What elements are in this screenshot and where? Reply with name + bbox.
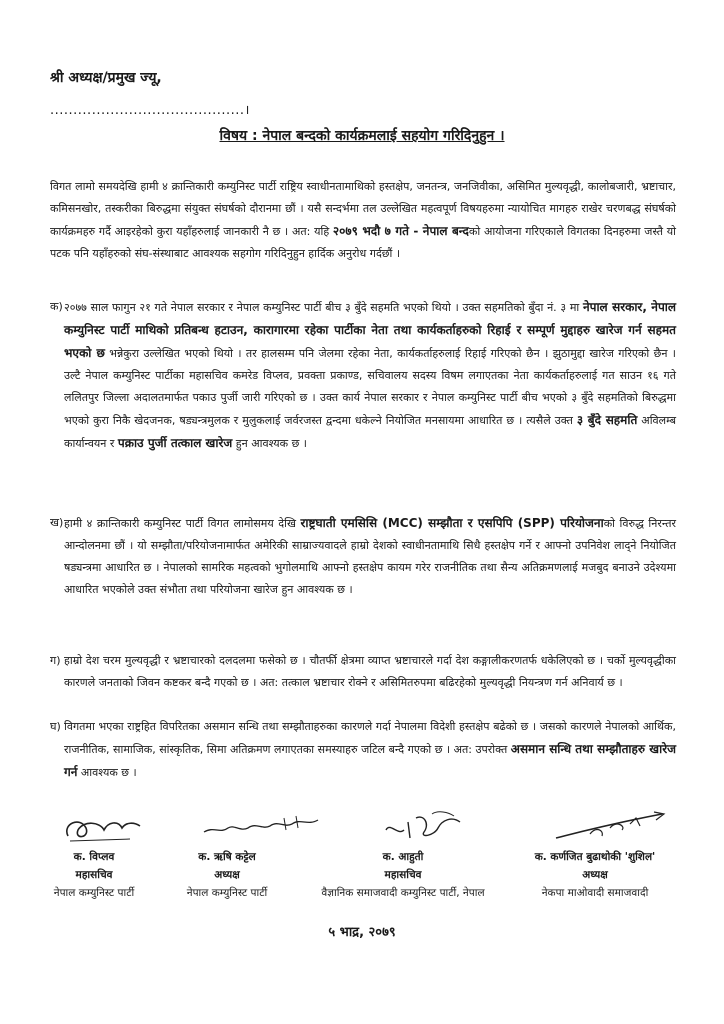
signatory-name: क. कर्णजित बुढाथोकी 'शुशिल' [534, 851, 656, 863]
point-marker: ग) [50, 654, 61, 667]
signatory-title: महासचिव [75, 869, 113, 881]
point-marker: क) [50, 300, 63, 313]
signatory-title: अध्यक्ष [582, 869, 608, 881]
signature-mark-1 [60, 808, 150, 848]
intro-text-2: को आयोजना गरिएकाले विगतका दिनहरुमा जस्तै यो पटक पनि यहाँहरुको संघ-संस्थाबाट आवश्यक सहगोग गरिदिनुहुन हार्दिक अनुरोध गर्दछौं । [50, 225, 676, 260]
point-text: हुन आवश्यक छ । [232, 437, 307, 450]
point-text: को विरुद्ध निरन्तर आन्दोलनमा छौं । यो सम्झौता/परियोजनामार्फत अमेरिकी साम्राज्यवादले हाम्रो देशको स्वाधीनतामाथि सिधै हस्तक्षेप गर्ने र आफ्नो उपनिवेश लाद्ने नियोजित षड्यन्त्रमा आधारित छ । नेपालको सामरिक महत्वको भुगोलमाथि आफ्नो हस्तक्षेप कायम गरेर राजनीतिक तथा सैन्य अतिक्रमणलाई मजबुद बनाउने उदेश्यमा आधारित भएकोले उक्त संभौता तथा परियोजना खारेज हुन आवश्यक छ । [64, 517, 676, 596]
point-ka [50, 296, 676, 455]
signatory-3 [308, 848, 498, 902]
signatory-name: क. ऋषि कट्टेल [198, 851, 256, 863]
point-text: आवश्यक छ । [77, 766, 137, 779]
point-bold-text: राष्ट्रघाती एमसिसि (MCC) सम्झौता र एसपिपि (SPP) परियोजना [300, 516, 604, 530]
point-text: हामी ४ क्रान्तिकारी कम्युनिस्ट पार्टी विगत लामोसमय देखि [64, 517, 301, 530]
salutation: श्री अध्यक्ष/प्रमुख ज्यू, [50, 70, 162, 86]
intro-paragraph [50, 176, 676, 265]
signatory-1 [44, 848, 144, 902]
point-content [64, 512, 676, 601]
signatory-2 [162, 848, 292, 902]
point-kha [50, 512, 676, 601]
point-bold-text: नेपाल सरकार, नेपाल कम्युनिस्ट पार्टी माथिको प्रतिबन्ध हटाउन, कारागारमा रहेका पार्टीका नेता तथा कार्यकर्ताहरुको रिहाई र सम्पूर्ण मुद्दाहरु खारेज गर्न सहमत भएको छ [64, 300, 677, 360]
subject-line [0, 126, 724, 145]
signatory-title: महासचिव [384, 869, 422, 881]
point-content [64, 716, 676, 784]
intro-bold-date: २०७९ भदौ ७ गते - नेपाल बन्द [332, 224, 469, 238]
point-text: विगतमा भएका राष्ट्रहित विपरितका असमान सन्धि तथा सम्झौताहरुका कारणले गर्दा नेपालमा विदेशी हस्तक्षेप बढेको छ । जसको कारणले नेपालको आर्थिक, राजनीतिक, सामाजिक, सांस्कृतिक, सिमा अतिक्रमण लगाएतका समस्याहरु जटिल बन्दै गएको छ । अत: उपरोक्त [64, 720, 676, 756]
letter-date: ५ भाद्र, २०७९ [328, 925, 396, 940]
subject-text: विषय : नेपाल बन्दको कार्यक्रमलाई सहयोग गरिदिनुहुन । [219, 128, 505, 144]
signatory-party: नेपाल कम्युनिस्ट पार्टी [186, 887, 268, 899]
point-gha [50, 716, 676, 784]
signatory-party: नेपाल कम्युनिस्ट पार्टी [53, 887, 135, 899]
point-marker: ख) [50, 516, 64, 529]
recipient-blank-line: ..........................................। [50, 103, 250, 118]
signature-mark-4 [550, 808, 670, 848]
point-marker: घ) [50, 720, 61, 733]
signature-mark-2 [200, 808, 330, 842]
signatory-title: अध्यक्ष [214, 869, 240, 881]
signatory-party: वैज्ञानिक समाजवादी कम्युनिस्ट पार्टी, नेपाल [321, 887, 485, 899]
signatory-name: क. आहुती [382, 851, 424, 863]
point-text: २०७७ साल फागुन २१ गते नेपाल सरकार र नेपाल कम्युनिस्ट पार्टी बीच ३ बुँदे सहमति भएको थियो । उक्त सहमतिको बुँदा नं. ३ मा [64, 301, 583, 314]
point-bold-text: ३ बुँदे सहमति [576, 413, 638, 427]
point-text: अविलम्ब कार्यान्वयन र [64, 414, 676, 450]
signatory-4 [505, 848, 685, 902]
point-content [64, 296, 676, 455]
intro-text-1: विगत लामो समयदेखि हामी ४ क्रान्तिकारी कम्युनिस्ट पार्टी राष्ट्रिय स्वाधीनतामाथिको हस्तक्षेप, जनतन्त्र, जनजिवीका, असिमित मुल्यवृद्धी, कालोबजारी, भ्रष्टाचार, कमिसनखोर, तस्करीका बिरुद्धमा संयुक्त संघर्षको दौरानमा छौं । यसै सन्दर्भमा तल उल्लेखित महत्वपूर्ण विषयहरुमा न्यायोचित मागहरु राखेर चरणबद्ध संघर्षको कार्यक्रमहरु गर्दै आइरहेको कुरा यहाँहरुलाई जानकारी नै छ । अत: यहि [50, 180, 676, 238]
point-bold-text: असमान सन्धि तथा सम्झौताहरु खारेज गर्न [64, 742, 677, 779]
signature-mark-3 [380, 808, 470, 848]
signatory-name: क. विप्लव [73, 851, 115, 863]
signatory-party: नेकपा माओवादी समाजवादी [541, 887, 649, 899]
point-bold-text: पक्राउ पुर्जी तत्काल खारेज [117, 436, 233, 450]
point-ga [50, 650, 676, 694]
point-text: भन्नेकुरा उल्लेखित भएको थियो । तर हालसम्म पनि जेलमा रहेका नेता, कार्यकर्ताहरुलाई रिहाई गरिएको छैन । झुठामुद्दा खारेज गरिएको छैन । उल्टै नेपाल कम्युनिस्ट पार्टीका महासचिव कमरेड विप्लव, प्रवक्ता प्रकाण्ड, सचिवालय सदस्य विषम लगाएतका नेता कार्यकर्ताहरुलाई गत साउन १६ गते ललितपुर जिल्ला अदालतमार्फत पकाउ पुर्जी जारी गरिएको छ । उक्त कार्य नेपाल सरकार र नेपाल कम्युनिस्ट पार्टी बीच भएको ३ बुँदे सहमतिको बिरुद्धमा भएको कुरा निकै खेदजनक, षड्यन्त्रमुलक र मुलुकलाई जर्वरजस्त द्वन्दमा धकेल्ने नियोजित मनसायमा आधारित छ । त्यसैले उक्त [64, 347, 676, 427]
point-content: हाम्रो देश चरम मुल्यवृद्धी र भ्रष्टाचारको दलदलमा फसेको छ । चौतर्फी क्षेत्रमा व्याप्त भ्रष्टाचारले गर्दा देश कङ्गालीकरणतर्फ धकेलिएको छ । चर्को मुल्यवृद्धीका कारणले जनताको जिवन कष्टकर बन्दै गएको छ । अत: तत्काल भ्रष्टाचार रोक्ने र असिमितरुपमा बढिरहेको मुल्यवृद्धी नियन्त्रण गर्न अनिवार्य छ । [64, 654, 676, 689]
